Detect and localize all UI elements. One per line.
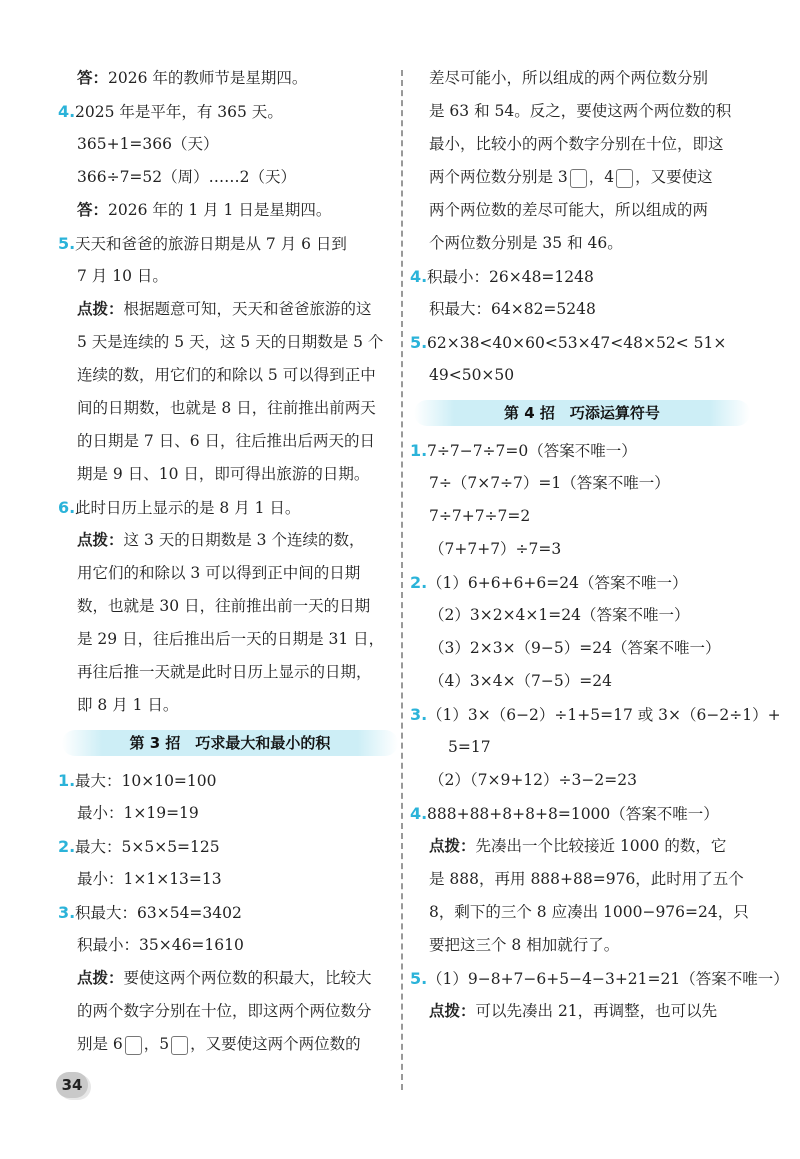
text-line: 366÷7=52（周）……2（天）: [77, 168, 297, 186]
hint-label: 点拨：: [77, 969, 124, 987]
text-line: 8，剩下的三个 8 应凑出 1000−976=24，只: [429, 903, 749, 921]
text-line: 间的日期数，也就是 8 日，往前推出前两天: [77, 399, 376, 417]
hint-line: [410, 995, 750, 1028]
text-line: 积最小：35×46=1610: [77, 936, 244, 954]
hint-label: 点拨：: [429, 837, 476, 855]
item-3: [58, 896, 398, 929]
text-line-with-boxes: [410, 161, 750, 194]
item-4: [58, 95, 398, 128]
item-5: [410, 962, 789, 995]
hint-line: [410, 830, 750, 863]
hint-text: 要使这两个两位数的积最大，比较大: [123, 969, 372, 987]
text-line: 7 月 10 日。: [77, 267, 168, 285]
item-2: [58, 830, 398, 863]
text-line: 的日期是 7 日、6 日，往后推出后两天的日: [77, 432, 376, 450]
hint-label: 点拨：: [77, 300, 124, 318]
text-line: 期是 9 日、10 日，即可得出旅游的日期。: [77, 465, 370, 483]
item-text: 最大：10×10=100: [75, 772, 217, 790]
item-text: 此时日历上显示的是 8 月 1 日。: [75, 499, 301, 517]
hint-line: [58, 293, 398, 326]
answer-label: 答：: [77, 69, 109, 87]
item-text: 2025 年是平年，有 365 天。: [75, 103, 283, 121]
section-header-3: 第 3 招 巧求最大和最小的积: [62, 730, 398, 756]
text-line: 5=17: [448, 738, 491, 756]
item-number: 3.: [410, 705, 428, 724]
blank-box: [616, 169, 633, 188]
text-line: 5 天是连续的 5 天，这 5 天的日期数是 5 个: [77, 333, 384, 351]
text-fragment: ，又要使这两个两位数的: [190, 1035, 361, 1053]
text-line: 积最大：64×82=5248: [429, 300, 596, 318]
text-line: （2）3×2×4×1=24（答案不唯一）: [429, 606, 690, 624]
item-number: 4.: [410, 267, 428, 286]
text-fragment: ，4: [588, 168, 615, 186]
hint-text: 这 3 天的日期数是 3 个连续的数，: [123, 531, 365, 549]
item-text: （1）9−8+7−6+5−4−3+21=21（答案不唯一）: [427, 970, 789, 988]
text-line: 7÷7+7÷7=2: [429, 507, 531, 525]
item-2: [410, 566, 750, 599]
left-column: [58, 62, 398, 1061]
item-text: 最大：5×5×5=125: [75, 838, 220, 856]
text-line-with-boxes: [58, 1028, 398, 1061]
item-4: [410, 260, 750, 293]
item-number: 5.: [410, 333, 428, 352]
text-fragment: ，5: [143, 1035, 170, 1053]
text-line: 用它们的和除以 3 可以得到正中间的日期: [77, 564, 361, 582]
text-line: 的两个数字分别在十位，即这两个两位数分: [77, 1002, 372, 1020]
item-number: 3.: [58, 903, 76, 922]
item-number: 2.: [58, 837, 76, 856]
text-line: 最小：1×1×13=13: [77, 870, 222, 888]
text-line: （7+7+7）÷7=3: [429, 540, 562, 558]
text-line: 是 29 日，往后推出后一天的日期是 31 日，: [77, 630, 385, 648]
text-line: （4）3×4×（7−5）=24: [429, 672, 612, 690]
blank-box: [570, 169, 587, 188]
item-number: 5.: [58, 234, 76, 253]
hint-text: 可以先凑出 21，再调整，也可以先: [475, 1002, 718, 1020]
blank-box: [125, 1036, 142, 1055]
text-line: 再往后推一天就是此时日历上显示的日期，: [77, 663, 372, 681]
item-text: 积最大：63×54=3402: [75, 904, 242, 922]
page-number-badge: 34: [56, 1072, 88, 1098]
text-line: 最小：1×19=19: [77, 804, 199, 822]
text-line: 个两位数分别是 35 和 46。: [429, 234, 623, 252]
right-column: [410, 62, 789, 1028]
item-text: 天天和爸爸的旅游日期是从 7 月 6 日到: [75, 235, 347, 253]
text-line: 是 63 和 54。反之，要使这两个两位数的积: [429, 102, 732, 120]
item-text: 7÷7−7÷7=0（答案不唯一）: [427, 442, 637, 460]
text-fragment: 两个两位数分别是 3: [429, 168, 568, 186]
answer-line: [58, 62, 398, 95]
text-line: 差尽可能小，所以组成的两个两位数分别: [429, 69, 709, 87]
item-3: [410, 698, 781, 731]
item-5: [410, 326, 750, 359]
item-number: 4.: [58, 102, 76, 121]
item-4: [410, 797, 750, 830]
text-line: 是 888，再用 888+88=976，此时用了五个: [429, 870, 744, 888]
item-text: （1）3×（6−2）÷1+5=17 或 3×（6−2÷1）+: [427, 706, 781, 724]
item-number: 2.: [410, 573, 428, 592]
answer-text: 2026 年的 1 月 1 日是星期四。: [108, 201, 332, 219]
section-header-4: 第 4 招 巧添运算符号: [414, 400, 750, 426]
text-line: 两个两位数的差尽可能大，所以组成的两: [429, 201, 709, 219]
item-1: [410, 434, 750, 467]
text-line: 49<50×50: [429, 366, 515, 384]
item-number: 5.: [410, 969, 428, 988]
text-line: （3）2×3×（9−5）=24（答案不唯一）: [429, 639, 721, 657]
text-line: 要把这三个 8 相加就行了。: [429, 936, 620, 954]
text-line: 365+1=366（天）: [77, 135, 219, 153]
hint-text: 先凑出一个比较接近 1000 的数，它: [475, 837, 727, 855]
hint-label: 点拨：: [429, 1002, 476, 1020]
item-text: 62×38<40×60<53×47<48×52< 51×: [427, 334, 727, 352]
text-line: 即 8 月 1 日。: [77, 696, 179, 714]
text-fragment: 别是 6: [77, 1035, 123, 1053]
text-line: 最小，比较小的两个数字分别在十位，即这: [429, 135, 724, 153]
column-divider: [401, 70, 403, 1090]
text-line: 数，也就是 30 日，往前推出前一天的日期: [77, 597, 371, 615]
hint-label: 点拨：: [77, 531, 124, 549]
hint-line: [58, 962, 398, 995]
hint-line: [58, 524, 398, 557]
item-number: 1.: [58, 771, 76, 790]
item-5: [58, 227, 398, 260]
answer-label: 答：: [77, 201, 109, 219]
item-number: 1.: [410, 441, 428, 460]
item-number: 6.: [58, 498, 76, 517]
text-line: 连续的数，用它们的和除以 5 可以得到正中: [77, 366, 376, 384]
item-6: [58, 491, 398, 524]
answer-line: [58, 194, 398, 227]
text-line: （2）（7×9+12）÷3−2=23: [429, 771, 637, 789]
item-text: 积最小：26×48=1248: [427, 268, 594, 286]
blank-box: [171, 1036, 188, 1055]
item-text: 888+88+8+8+8=1000（答案不唯一）: [427, 805, 719, 823]
text-line: 7÷（7×7÷7）=1（答案不唯一）: [429, 474, 670, 492]
text-fragment: ，又要使这: [635, 168, 713, 186]
item-1: [58, 764, 398, 797]
item-text: （1）6+6+6+6=24（答案不唯一）: [427, 574, 688, 592]
item-number: 4.: [410, 804, 428, 823]
answer-text: 2026 年的教师节是星期四。: [108, 69, 308, 87]
hint-text: 根据题意可知，天天和爸爸旅游的这: [123, 300, 372, 318]
